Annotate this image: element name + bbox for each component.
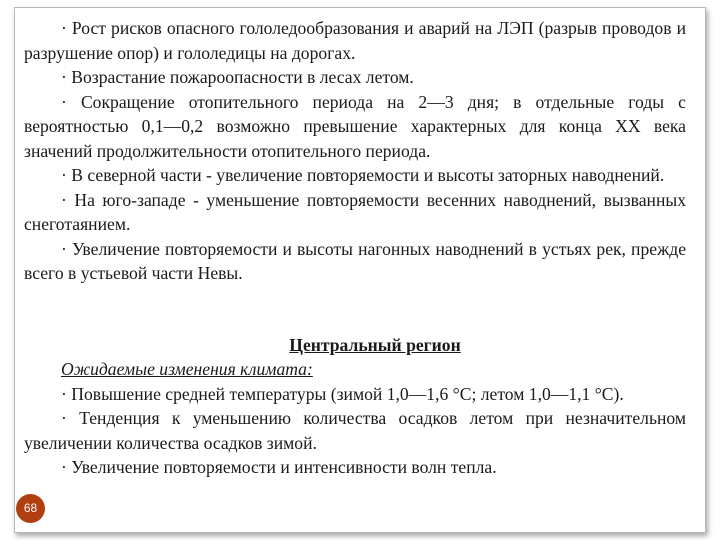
- paragraph-southwest-floods: · На юго-западе - уменьшение повторяемости весенних наводнений, вызванных снеготаянием.: [24, 189, 686, 234]
- region-subtitle: Ожидаемые изменения климата:: [61, 359, 313, 379]
- paragraph-temperature: · Повышение средней температуры (зимой 1,0—1,6 °С; летом 1,0—1,1 °С).: [61, 383, 624, 404]
- paragraph-fire-risk: · Возрастание пожароопасности в лесах летом.: [61, 67, 414, 87]
- paragraph-north-floods: · В северной части - увеличение повторяемости и высоты заторных наводнений.: [61, 165, 665, 185]
- paragraph-ice-risk: · Рост рисков опасного гололедообразования и аварий на ЛЭП (разрыв проводов и разрушение опор) и гололедицы на дорогах.: [24, 18, 686, 63]
- slide-content: [24, 16, 686, 480]
- page-number-badge: 68: [16, 494, 45, 523]
- region-title: Центральный регион: [289, 334, 461, 355]
- section-spacer: [24, 286, 686, 333]
- paragraph-precipitation: · Тенденция к уменьшению количества осадков летом при незначительном увеличении количества осадков зимой.: [24, 408, 686, 453]
- paragraph-heat-waves: · Увеличение повторяемости и интенсивности волн тепла.: [61, 457, 497, 477]
- paragraph-heating-period: · Сокращение отопительного периода на 2—3 дня; в отдельные годы с вероятностью 0,1—0,2 возможно превышение характерных для конца ХХ века значений продолжительности отопительного периода.: [24, 91, 686, 161]
- paragraph-surge-floods: · Увеличение повторяемости и высоты нагонных наводнений в устьях рек, прежде всего в устьевой части Невы.: [24, 238, 686, 283]
